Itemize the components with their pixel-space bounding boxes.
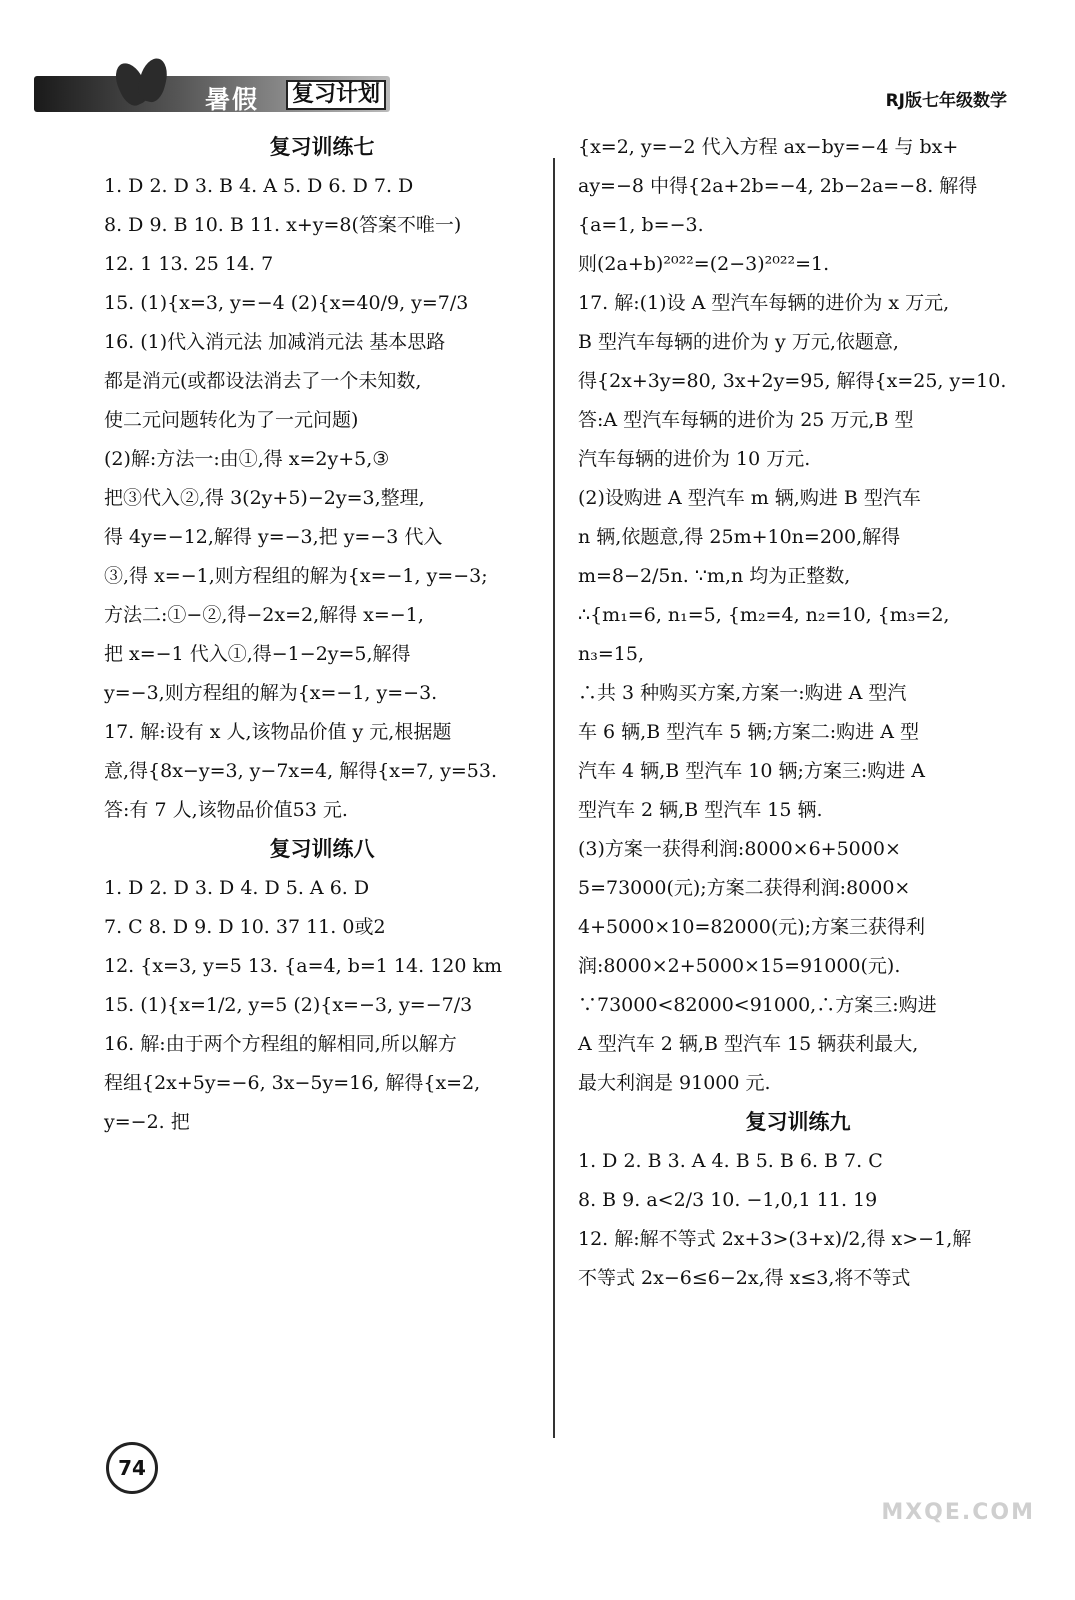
answer-line: ∴共 3 种购买方案,方案一:购进 A 型汽 [578, 682, 907, 704]
answer-line: 车 6 辆,B 型汽车 5 辆;方案二:购进 A 型 [578, 721, 919, 743]
answer-line: 把 x=−1 代入①,得−1−2y=5,解得 [104, 643, 411, 665]
answer-line: 意,得{8x−y=3, y−7x=4, 解得{x=7, y=53. [104, 760, 497, 782]
answer-line: B 型汽车每辆的进价为 y 万元,依题意, [578, 331, 899, 353]
answer-line: A 型汽车 2 辆,B 型汽车 15 辆获利最大, [578, 1033, 919, 1055]
answer-line: 汽车每辆的进价为 10 万元. [578, 448, 811, 470]
watermark: MXQE.COM [881, 1500, 1035, 1525]
right-column [578, 128, 1018, 1298]
answer-line: 则(2a+b)²⁰²²=(2−3)²⁰²²=1. [578, 253, 830, 275]
answer-line: 12. 解:解不等式 2x+3>(3+x)/2,得 x>−1,解 [578, 1228, 972, 1250]
answer-line: 7. C 8. D 9. D 10. 37 11. 0或2 [104, 916, 386, 938]
answer-line: 15. (1){x=3, y=−4 (2){x=40/9, y=7/3 [104, 292, 469, 314]
answer-line: 都是消元(或都设法消去了一个未知数, [104, 370, 422, 392]
answer-line: 不等式 2x−6≤6−2x,得 x≤3,将不等式 [578, 1267, 911, 1289]
answer-line: 1. D 2. D 3. B 4. A 5. D 6. D 7. D [104, 175, 414, 197]
answer-line: (2)解:方法一:由①,得 x=2y+5,③ [104, 448, 390, 470]
answer-line: 5=73000(元);方案二获得利润:8000× [578, 877, 911, 899]
answer-line: 17. 解:设有 x 人,该物品价值 y 元,根据题 [104, 721, 452, 743]
column-divider [553, 158, 555, 1438]
answer-line: 15. (1){x=1/2, y=5 (2){x=−3, y=−7/3 [104, 994, 473, 1016]
answer-line: 1. D 2. B 3. A 4. B 5. B 6. B 7. C [578, 1150, 883, 1172]
answer-line: 方法二:①−②,得−2x=2,解得 x=−1, [104, 604, 424, 626]
answer-line: 使二元问题转化为了一元问题) [104, 409, 359, 431]
answer-line: 1. D 2. D 3. D 4. D 5. A 6. D [104, 877, 370, 899]
answer-line: 最大利润是 91000 元. [578, 1072, 771, 1094]
answer-line: ay=−8 中得{2a+2b=−4, 2b−2a=−8. 解得{a=1, b=−3. [578, 175, 978, 236]
answer-line: 4+5000×10=82000(元);方案三获得利 [578, 916, 926, 938]
section-heading: 复习训练九 [745, 1110, 851, 1134]
answer-line: 12. 1 13. 25 14. 7 [104, 253, 274, 275]
answer-line: 16. (1)代入消元法 加减消元法 基本思路 [104, 331, 446, 353]
answer-line: ∴{m₁=6, n₁=5, {m₂=4, n₂=10, {m₃=2, n₃=15, [578, 604, 950, 665]
answer-line: 把③代入②,得 3(2y+5)−2y=3,整理, [104, 487, 425, 509]
answer-line: 得 4y=−12,解得 y=−3,把 y=−3 代入 [104, 526, 443, 548]
answer-line: 17. 解:(1)设 A 型汽车每辆的进价为 x 万元, [578, 292, 950, 314]
answer-line: 12. {x=3, y=5 13. {a=4, b=1 14. 120 km [104, 955, 502, 977]
banner-subtitle: 复习计划 [286, 80, 386, 110]
answer-line: (2)设购进 A 型汽车 m 辆,购进 B 型汽车 [578, 487, 921, 509]
answer-line: 答:有 7 人,该物品价值53 元. [104, 799, 348, 821]
left-column [104, 128, 540, 1142]
answer-line: 得{2x+3y=80, 3x+2y=95, 解得{x=25, y=10. [578, 370, 1007, 392]
answer-line: y=−3,则方程组的解为{x=−1, y=−3. [104, 682, 438, 704]
banner-title: 暑假 [205, 85, 260, 114]
answer-line: 润:8000×2+5000×15=91000(元). [578, 955, 901, 977]
page-number: 74 [106, 1442, 158, 1494]
answer-line: 答:A 型汽车每辆的进价为 25 万元,B 型 [578, 409, 914, 431]
answer-line: (3)方案一获得利润:8000×6+5000× [578, 838, 901, 860]
answer-line: {x=2, y=−2 代入方程 ax−by=−4 与 bx+ [578, 136, 959, 158]
answer-line: 8. B 9. a<2/3 10. −1,0,1 11. 19 [578, 1189, 878, 1211]
book-edition-label: RJ版七年级数学 [885, 91, 1007, 111]
answer-line: m=8−2/5n. ∵m,n 均为正整数, [578, 565, 851, 587]
section-heading: 复习训练八 [269, 837, 375, 861]
section-heading: 复习训练七 [269, 135, 375, 159]
answer-line: ③,得 x=−1,则方程组的解为{x=−1, y=−3; [104, 565, 488, 587]
answer-line: n 辆,依题意,得 25m+10n=200,解得 [578, 526, 901, 548]
answer-line: 程组{2x+5y=−6, 3x−5y=16, 解得{x=2, y=−2. 把 [104, 1072, 481, 1133]
answer-line: 型汽车 2 辆,B 型汽车 15 辆. [578, 799, 823, 821]
answer-line: 16. 解:由于两个方程组的解相同,所以解方 [104, 1033, 457, 1055]
answer-line: ∵73000<82000<91000,∴方案三:购进 [578, 994, 937, 1016]
answer-line: 8. D 9. B 10. B 11. x+y=8(答案不唯一) [104, 214, 462, 236]
answer-line: 汽车 4 辆,B 型汽车 10 辆;方案三:购进 A [578, 760, 926, 782]
